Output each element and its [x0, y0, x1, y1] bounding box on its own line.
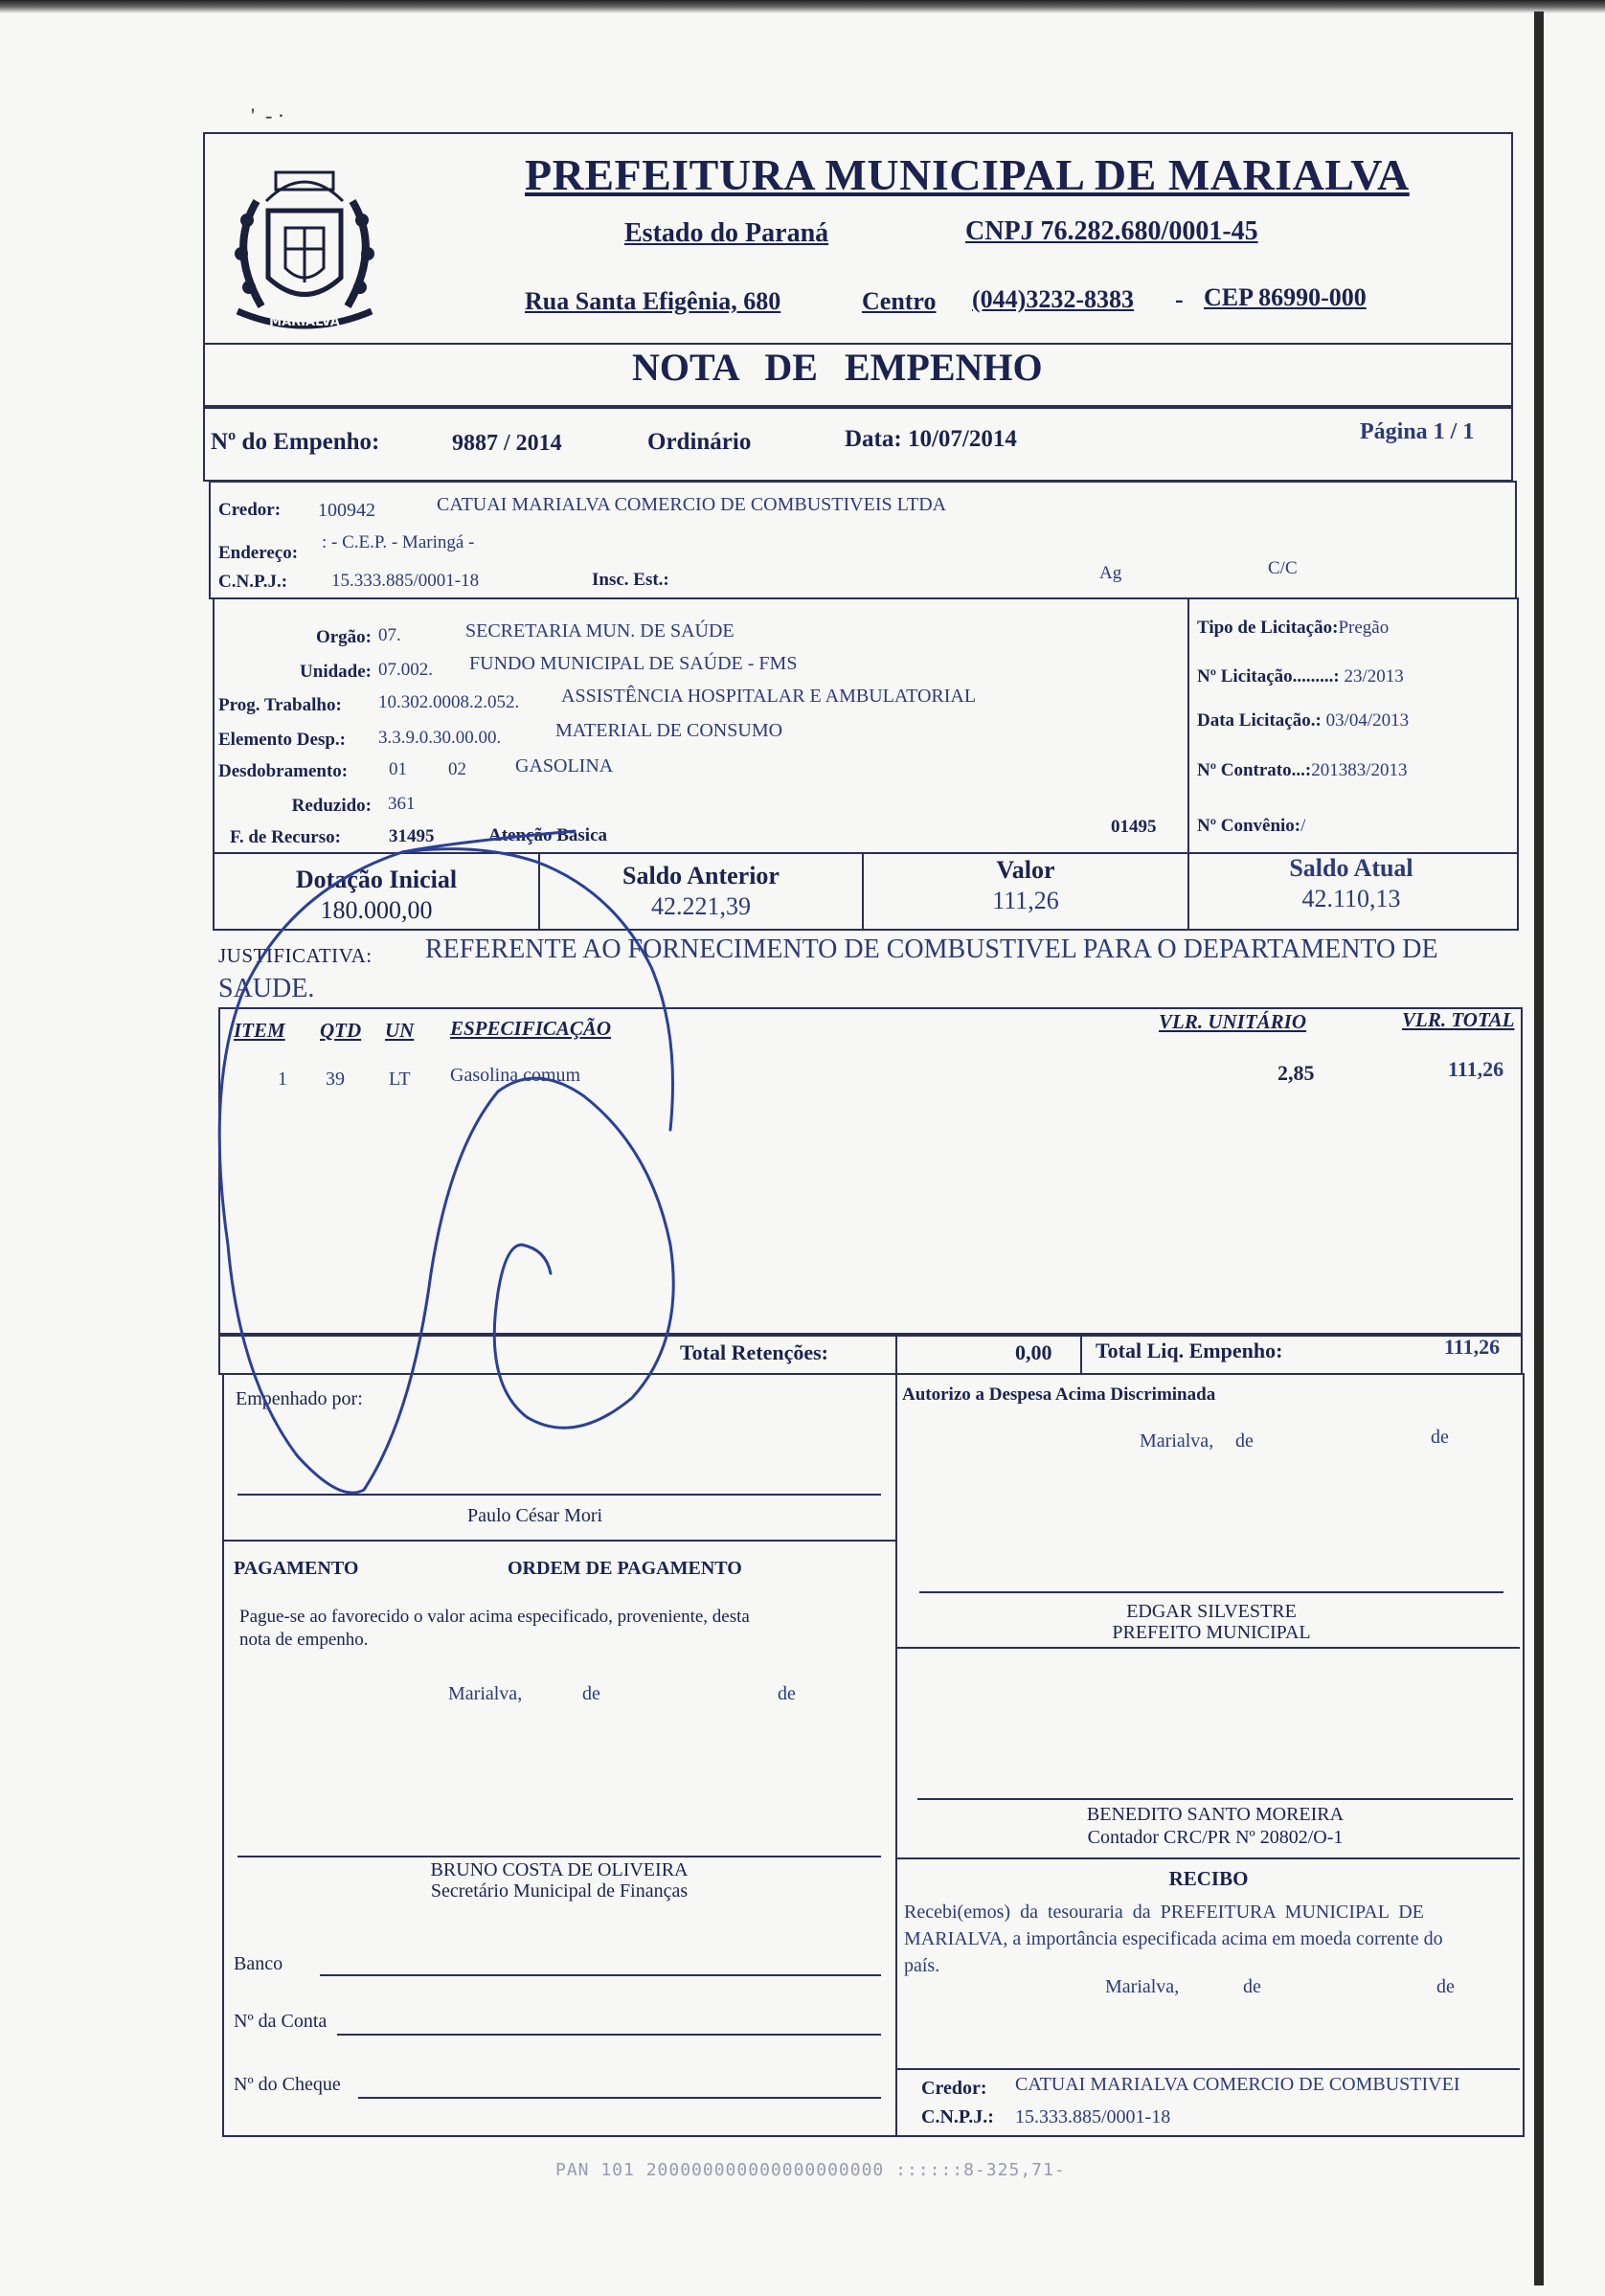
contrato-label: Nº Contrato...:201383/2013 [1197, 760, 1408, 780]
scan-top-shadow [0, 0, 1605, 13]
autorizo-de-1: de [1235, 1430, 1254, 1452]
elemento-name: MATERIAL DE CONSUMO [555, 720, 783, 741]
data-licitacao: 03/04/2013 [1325, 710, 1410, 731]
col-spec-header: ESPECIFICAÇÃO [450, 1017, 612, 1040]
prefeito-role: PREFEITO MUNICIPAL [1112, 1622, 1311, 1643]
recurso-label: F. de Recurso: [230, 827, 341, 847]
banco-label: Banco [234, 1953, 283, 1974]
col-total-header: VLR. TOTAL [1402, 1008, 1515, 1031]
empenho-date: Data: 10/07/2014 [845, 426, 1017, 452]
desdobramento-label: Desdobramento: [218, 761, 349, 781]
conta-field[interactable] [337, 2034, 881, 2036]
ag-label: Ag [1099, 563, 1122, 583]
valor-label: Valor [996, 856, 1055, 884]
elemento-code: 3.3.9.0.30.00.00. [378, 728, 502, 748]
contrato-number: 201383/2013 [1311, 760, 1408, 780]
recurso-side-code: 01495 [1111, 817, 1157, 837]
municipal-crest-icon [209, 144, 400, 345]
row-spec: Gasolina comum [450, 1065, 581, 1086]
recibo-title: RECIBO [1168, 1867, 1249, 1890]
contador-bottom-line [897, 1857, 1520, 1859]
totals-divider-1 [895, 1333, 897, 1375]
col-unit-header: VLR. UNITÁRIO [1159, 1010, 1307, 1033]
reduzido-code: 361 [388, 794, 416, 814]
desdobramento-a: 01 [389, 759, 407, 779]
valor-value: 111,26 [992, 887, 1059, 914]
prefeito-bottom-line [897, 1647, 1520, 1649]
recibo-city: Marialva, [1105, 1976, 1180, 1997]
empenho-type: Ordinário [647, 429, 752, 455]
justificativa-text-1: REFERENTE AO FORNECIMENTO DE COMBUSTIVEL PARA O DEPARTAMENTO DE [425, 934, 1438, 964]
crest-text: MARIALVA [269, 315, 340, 329]
state-name: Estado do Paraná [624, 218, 829, 248]
scan-marks: ' - · [251, 103, 285, 127]
cc-label: C/C [1268, 558, 1298, 578]
doc-title: NOTA DE EMPENHO [632, 346, 1043, 389]
credor-cnpj-label: C.N.P.J.: [218, 572, 288, 592]
autorizo-label: Autorizo a Despesa Acima Discriminada [902, 1384, 1216, 1405]
desdobramento-b: 02 [448, 759, 466, 779]
saldo-atual-label: Saldo Atual [1289, 854, 1413, 882]
credor-label: Credor: [218, 500, 282, 520]
pagamento-text-2: nota de empenho. [239, 1630, 369, 1650]
totals-box [218, 1333, 1523, 1375]
orgao-name: SECRETARIA MUN. DE SAÚDE [465, 620, 735, 642]
conta-label: Nº da Conta [234, 2011, 328, 2032]
orgao-label: Orgão: [315, 627, 372, 647]
cheque-field[interactable] [358, 2097, 881, 2099]
autorizo-city: Marialva, [1140, 1430, 1214, 1452]
retencoes-label: Total Retenções: [680, 1340, 828, 1364]
saldo-anterior-value: 42.221,39 [651, 892, 751, 920]
financas-name: BRUNO COSTA DE OLIVEIRA [430, 1859, 689, 1880]
banco-field[interactable] [320, 1974, 881, 1976]
pagamento-label: PAGAMENTO [234, 1558, 359, 1579]
address-label: Endereço: [218, 543, 299, 563]
prefeito-signature-line [919, 1591, 1503, 1593]
footer-stamp: PAN 101 200000000000000000000 ::::::8-325,71- [555, 2160, 1066, 2180]
phone-number: (044)3232-8383 [972, 285, 1134, 313]
dotacao-divider [1187, 597, 1189, 852]
table-row [218, 1057, 1519, 1095]
insc-label: Insc. Est.: [592, 570, 669, 590]
recibo-credor-label: Credor: [921, 2078, 987, 2099]
pagamento-text-1: Pague-se ao favorecido o valor acima especificado, proveniente, desta [239, 1607, 750, 1627]
lower-box [222, 1373, 1525, 2137]
ordem-pagamento-label: ORDEM DE PAGAMENTO [508, 1558, 742, 1579]
contador-role: Contador CRC/PR Nº 20802/O-1 [1087, 1827, 1344, 1848]
credor-name: CATUAI MARIALVA COMERCIO DE COMBUSTIVEIS LTDA [437, 494, 947, 515]
col-item-header: ITEM [234, 1019, 285, 1042]
desdobramento-name: GASOLINA [515, 755, 614, 777]
prog-label: Prog. Trabalho: [218, 695, 342, 715]
data-licitacao-label: Data Licitação.: 03/04/2013 [1197, 710, 1410, 731]
retencoes-value: 0,00 [1015, 1340, 1052, 1364]
org-title: PREFEITURA MUNICIPAL DE MARIALVA [525, 150, 1410, 199]
org-cnpj: CNPJ 76.282.680/0001-45 [965, 216, 1258, 246]
unidade-label: Unidade: [300, 662, 372, 682]
dotacao-inicial-label: Dotação Inicial [295, 866, 458, 893]
credor-code: 100942 [318, 500, 375, 521]
tipo-licitacao: Pregão [1338, 618, 1390, 638]
header-dash: - [1175, 285, 1184, 313]
col-qtd-header: QTD [320, 1019, 362, 1042]
autorizo-de-2: de [1431, 1427, 1449, 1448]
items-box [218, 1007, 1523, 1337]
justificativa-label: JUSTIFICATIVA: [218, 944, 373, 967]
liquido-value: 111,26 [1444, 1335, 1501, 1359]
prefeito-name: EDGAR SILVESTRE [1126, 1601, 1297, 1622]
justificativa-text-2: SAUDE. [218, 974, 315, 1003]
recurso-name: Atenção Basica [488, 825, 608, 845]
pagamento-city: Marialva, [448, 1683, 523, 1704]
dotacao-inicial-value: 180.000,00 [320, 896, 433, 924]
num-licitacao: 23/2013 [1344, 666, 1404, 687]
totals-divider-2 [1080, 1333, 1082, 1375]
recibo-divider [897, 2068, 1520, 2070]
empenhado-bottom-line [224, 1540, 896, 1542]
contador-name: BENEDITO SANTO MOREIRA [1086, 1804, 1345, 1825]
elemento-label: Elemento Desp.: [218, 730, 346, 750]
postal-code: CEP 86990-000 [1204, 283, 1367, 311]
financas-signature-line [237, 1856, 881, 1857]
scan-right-edge [1534, 11, 1544, 2285]
lower-divider [895, 1373, 897, 2137]
row-item: 1 [278, 1069, 287, 1090]
convenio-number: / [1300, 816, 1306, 836]
empenhado-label: Empenhado por: [236, 1388, 363, 1409]
saldo-atual-value: 42.110,13 [1301, 885, 1401, 912]
convenio-label: Nº Convênio:/ [1197, 816, 1306, 836]
financas-role: Secretário Municipal de Finanças [430, 1880, 689, 1902]
row-un: LT [389, 1069, 411, 1090]
pagamento-de-2: de [778, 1683, 796, 1704]
prog-name: ASSISTÊNCIA HOSPITALAR E AMBULATORIAL [561, 686, 977, 707]
recibo-cnpj: 15.333.885/0001-18 [1015, 2106, 1171, 2127]
unidade-code: 07.002. [378, 660, 433, 680]
empenhado-name: Paulo César Mori [467, 1505, 603, 1526]
pagamento-de-1: de [582, 1683, 600, 1704]
recibo-text-3: país. [904, 1955, 940, 1976]
orgao-code: 07. [378, 625, 401, 645]
empenho-label: Nº do Empenho: [211, 429, 380, 455]
empenhado-signature-line [237, 1494, 881, 1496]
recibo-cnpj-label: C.N.P.J.: [921, 2106, 994, 2127]
recibo-de-2: de [1436, 1976, 1455, 1997]
liquido-label: Total Liq. Empenho: [1096, 1339, 1283, 1362]
prog-code: 10.302.0008.2.052. [378, 692, 520, 712]
recibo-credor-name: CATUAI MARIALVA COMERCIO DE COMBUSTIVEI [1015, 2074, 1460, 2095]
unidade-name: FUNDO MUNICIPAL DE SAÚDE - FMS [469, 653, 798, 674]
recibo-text-2: MARIALVA, a importância especificada acima em moeda corrente do [904, 1928, 1443, 1949]
reduzido-label: Reduzido: [291, 796, 372, 816]
contador-signature-line [917, 1798, 1513, 1800]
district: Centro [862, 287, 937, 315]
num-licitacao-label: Nº Licitação.........: 23/2013 [1197, 666, 1404, 687]
cheque-label: Nº do Cheque [234, 2074, 341, 2095]
recibo-de-1: de [1243, 1976, 1261, 1997]
credor-address: : - C.E.P. - Maringá - [322, 532, 475, 552]
row-qtd: 39 [326, 1069, 345, 1090]
credor-cnpj: 15.333.885/0001-18 [331, 571, 480, 591]
row-total-value: 111,26 [1448, 1057, 1504, 1081]
saldo-anterior-label: Saldo Anterior [622, 862, 780, 889]
recibo-text-1: Recebi(emos) da tesouraria da PREFEITURA MUNICIPAL DE [904, 1902, 1424, 1923]
tipo-licitacao-label: Tipo de Licitação:Pregão [1197, 618, 1390, 638]
street-address: Rua Santa Efigênia, 680 [525, 287, 781, 315]
page-counter: Página 1 / 1 [1360, 419, 1475, 444]
recurso-code: 31495 [389, 826, 435, 846]
col-un-header: UN [385, 1019, 415, 1042]
row-unit-value: 2,85 [1277, 1061, 1315, 1085]
empenho-number: 9887 / 2014 [452, 431, 562, 456]
